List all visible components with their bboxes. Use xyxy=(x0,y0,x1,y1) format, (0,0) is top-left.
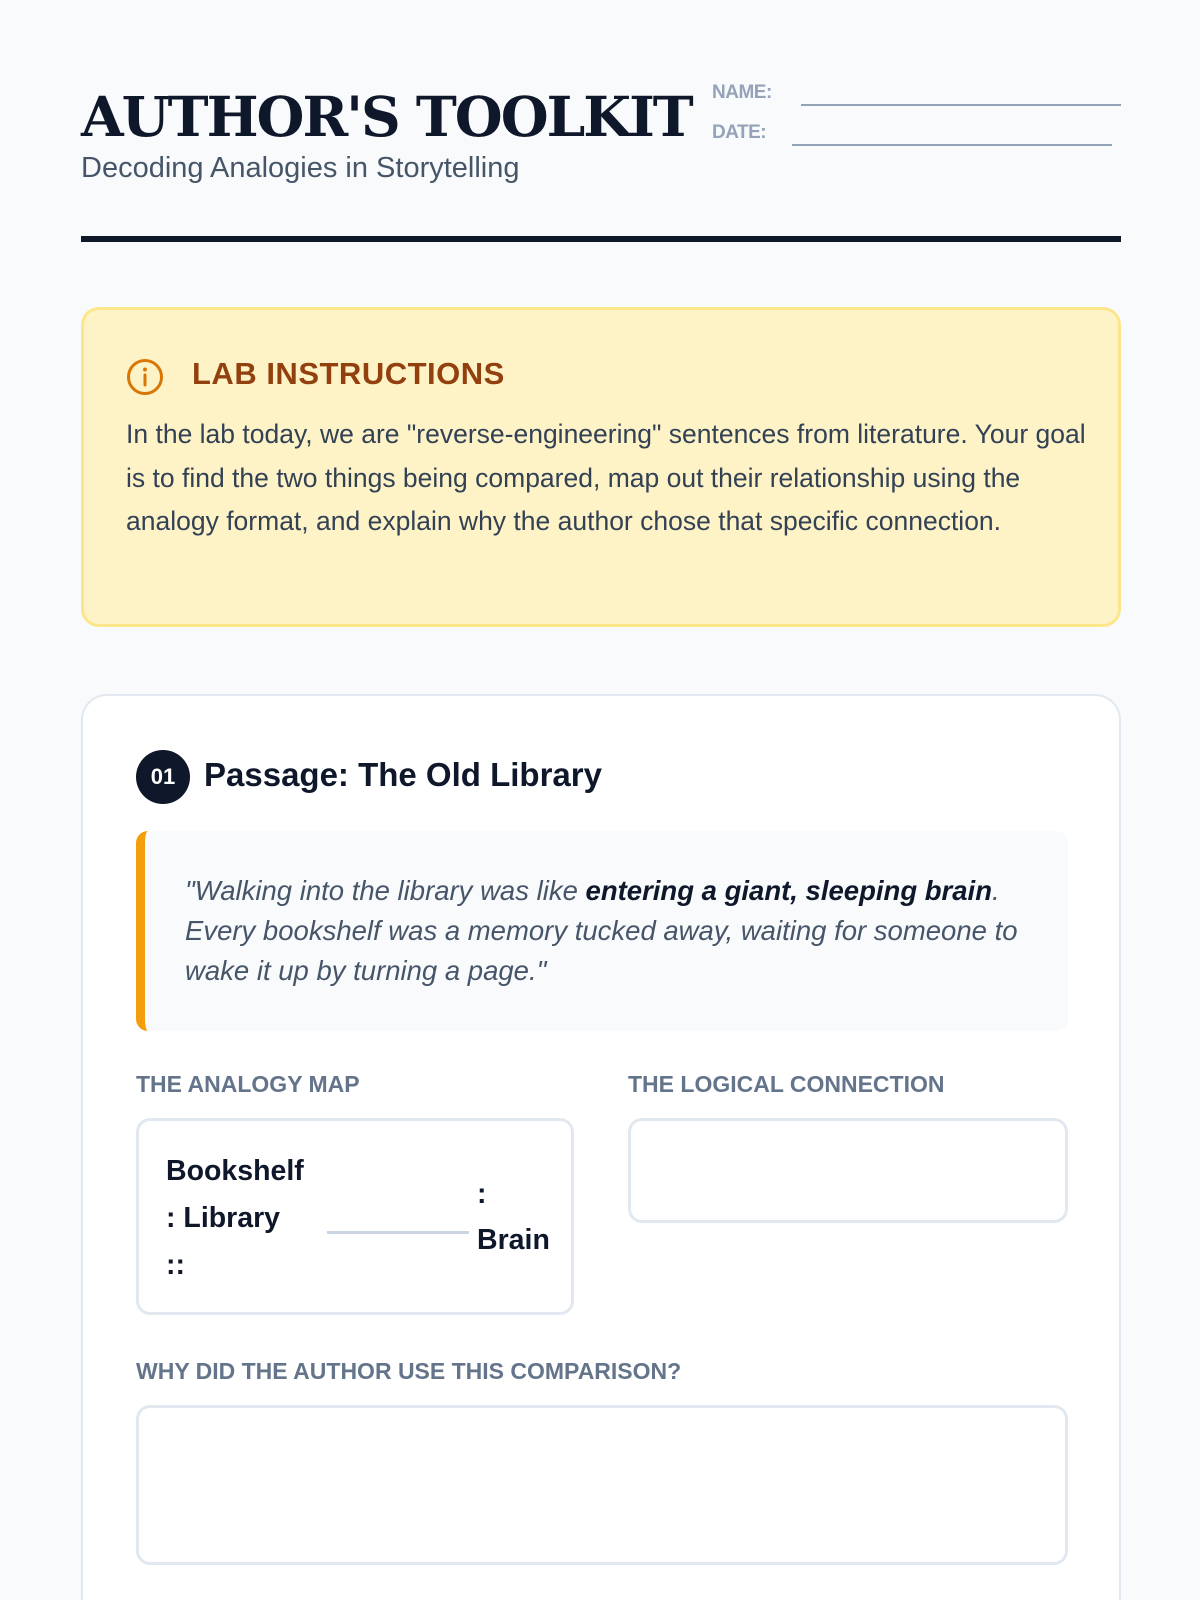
page-subtitle: Decoding Analogies in Storytelling xyxy=(81,152,520,184)
quote-text: "Walking into the library was like xyxy=(185,875,586,906)
analogy-map-label: THE ANALOGY MAP xyxy=(136,1071,360,1097)
instructions-text: In the lab today, we are "reverse-engineering" sentences from literature. Your goal is to find the two things being compared, map out their relationship using the analogy format, and explain why the author chose that specific connection. xyxy=(126,419,1086,536)
quote-emphasis: entering a giant, sleeping brain xyxy=(585,875,992,906)
logical-connection-input[interactable] xyxy=(628,1118,1068,1223)
page-title: AUTHOR'S TOOLKIT xyxy=(81,84,692,149)
date-field[interactable] xyxy=(792,144,1112,146)
exercise-card xyxy=(81,694,1121,1600)
info-icon xyxy=(126,358,164,396)
name-field[interactable] xyxy=(801,104,1121,106)
passage-quote xyxy=(136,831,1068,1031)
analogy-term-bookshelf: Bookshelf xyxy=(166,1155,304,1187)
exercise-number-badge: 01 xyxy=(136,750,190,804)
passage-title: Passage: The Old Library xyxy=(204,756,602,793)
lab-instructions-panel xyxy=(81,307,1121,627)
worksheet-header xyxy=(81,80,1121,242)
analogy-term-library: : Library xyxy=(166,1202,281,1234)
name-label: NAME: xyxy=(712,82,772,103)
analogy-blank-input[interactable] xyxy=(327,1231,469,1234)
analogy-term-brain: Brain xyxy=(477,1224,550,1256)
why-comparison-label: WHY DID THE AUTHOR USE THIS COMPARISON? xyxy=(136,1358,682,1384)
quote-text-end: . Every bookshelf was a memory tucked away, waiting for someone to wake it up by turning a page." xyxy=(185,875,1018,986)
logical-connection-label: THE LOGICAL CONNECTION xyxy=(628,1071,945,1097)
analogy-colon: : xyxy=(477,1178,487,1210)
analogy-double-colon: :: xyxy=(166,1249,185,1281)
date-label: DATE: xyxy=(712,122,767,143)
instructions-heading: LAB INSTRUCTIONS xyxy=(192,356,505,391)
why-comparison-input[interactable] xyxy=(136,1405,1068,1565)
analogy-map xyxy=(136,1118,574,1315)
